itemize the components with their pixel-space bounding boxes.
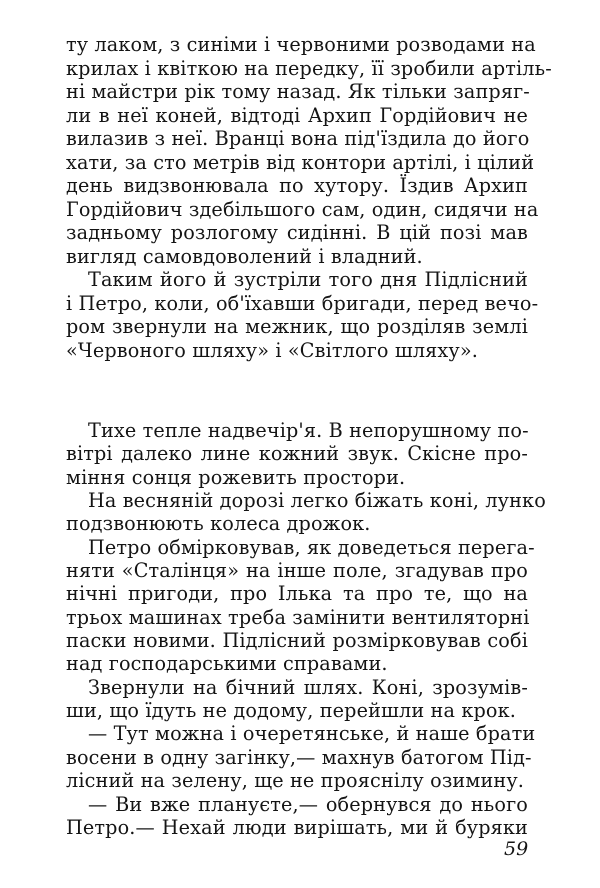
text-line: ром звернули на межник, що розділяв землі [66,315,528,338]
text-line: ні майстри рік тому назад. Як тільки запряг- [66,80,530,103]
text-line: трьох машинах треба замінити вентиляторні [66,605,530,629]
text-line: і Петро, коли, об'їхавши бригади, перед вечо- [66,291,539,315]
text-line: нічні пригоди, про Ілька та про те, що на [66,582,528,606]
text-line: день видзвонювала по хутору. Їздив Архип [66,174,528,197]
text-line: крилах і квіткою на передку, її зробили артіль- [66,56,552,80]
text-line: хати, за сто метрів від контори артілі, і цілий [66,150,535,174]
text-line: подзвонюють колеса дрожок. [66,512,371,536]
text-line: — Тут можна і очеретянське, й наше брати [88,722,536,746]
text-line: «Червоного шляху» і «Світлого шляху». [66,338,478,362]
text-line: няти «Сталінця» на інше поле, згадував про [66,559,528,583]
text-line: міння сонця рожевить простори. [66,465,406,489]
text-line: Тихе тепле надвечір'я. В непорушному по- [88,419,529,442]
text-line: Петро.— Нехай люди вирішать, ми й буряки [66,815,528,839]
text-line: — Ви вже плануєте,— обернувся до нього [88,792,528,816]
text-line: лісний на зелену, ще не прояснілу озимину. [66,769,525,793]
text-section-1 [66,33,552,362]
page-number: 59 [504,838,529,860]
text-line: над господарськими справами. [66,652,388,676]
text-line: Таким його й зустріли того дня Підлісний [88,268,528,291]
text-line: ту лаком, з синіми і червоними розводами на [66,33,536,56]
text-line: Звернули на бічний шлях. Коні, зрозумів- [88,675,528,699]
text-line: ли в неї коней, відтоді Архип Гордійович не [66,103,528,127]
text-line: На весняній дорозі легко біжать коні, лунко [88,489,546,513]
text-line: вигляд самовдоволений і владний. [66,244,423,268]
text-line: Петро обмірковував, як доведеться перега- [88,535,535,559]
text-line: паски новими. Підлісний розмірковував собі [66,629,528,653]
text-line: вітрі далеко лине кожний звук. Скісне про- [66,442,528,466]
text-line: ши, що їдуть не додому, перейшли на крок. [66,699,516,723]
text-line: восени в одну загінку,— махнув батогом Під- [66,745,532,769]
text-line: Гордійович здебільшого сам, один, сидячи на [66,197,539,221]
text-section-2 [66,419,546,839]
text-line: задньому розлогому сидінні. В цій позі мав [66,221,528,244]
text-line: вилазив з неї. Вранці вона під'їздила до його [66,127,530,150]
